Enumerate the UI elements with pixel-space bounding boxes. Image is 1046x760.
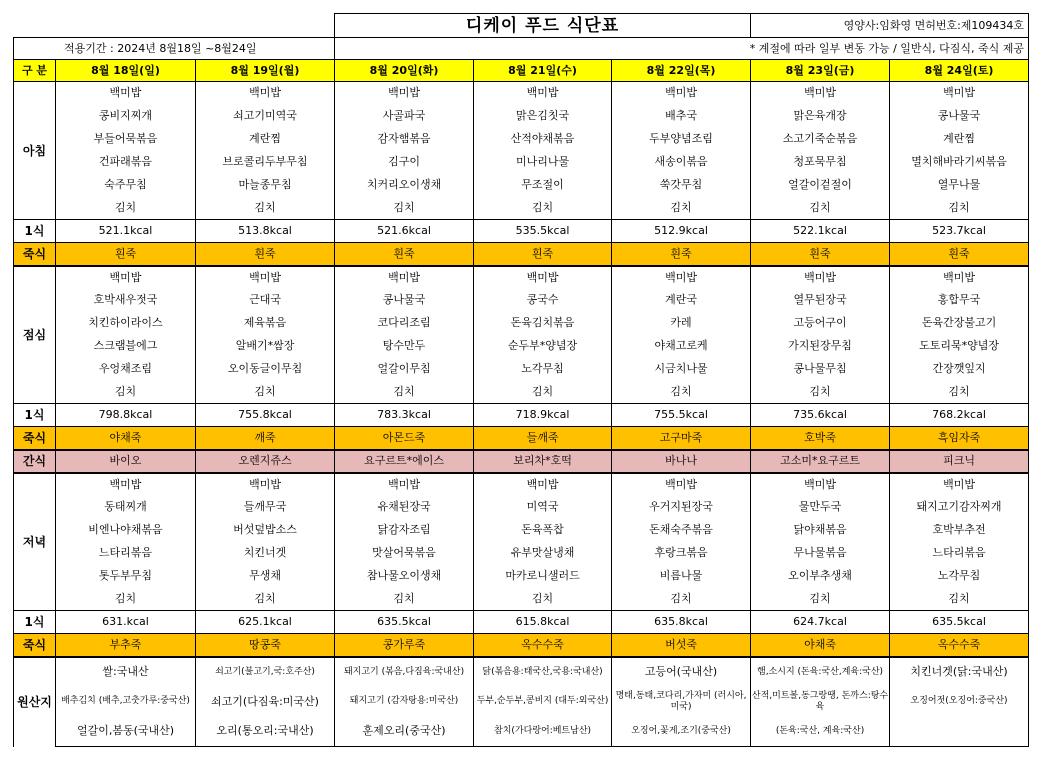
- menu-item: 청포묵무침: [751, 151, 890, 174]
- kcal-value: 768.2kcal: [890, 404, 1029, 427]
- category-header: 구 분: [14, 60, 56, 82]
- origin-item: 돼지고기 (볶음,다짐육:국내산): [335, 657, 474, 687]
- menu-item: 백미밥: [612, 266, 751, 289]
- lunch-menu-row: [14, 312, 1029, 335]
- menu-item: 콩나물국: [335, 289, 474, 312]
- menu-item: 김치: [196, 197, 335, 220]
- menu-item: 백미밥: [335, 473, 474, 496]
- menu-item: 알배기*쌈장: [196, 335, 335, 358]
- menu-item: 스크램블에그: [56, 335, 196, 358]
- menu-item: 멸치해바라기씨볶음: [890, 151, 1029, 174]
- menu-item: 백미밥: [196, 473, 335, 496]
- menu-item: 돈육간장불고기: [890, 312, 1029, 335]
- breakfast-menu-row: [14, 105, 1029, 128]
- menu-item: 톳두부무침: [56, 565, 196, 588]
- origin-item: (돈육:국산, 계육:국산): [751, 717, 890, 747]
- menu-item: 감자햄볶음: [335, 128, 474, 151]
- menu-item: 호박부추전: [890, 519, 1029, 542]
- page-title: 디케이 푸드 식단표: [335, 14, 751, 38]
- menu-item: 부들어묵볶음: [56, 128, 196, 151]
- menu-item: 맑은김칫국: [474, 105, 612, 128]
- menu-item: 탕수만두: [335, 335, 474, 358]
- menu-sheet: [13, 13, 1028, 747]
- menu-item: 가지된장무침: [751, 335, 890, 358]
- origin-item: 쌀:국내산: [56, 657, 196, 687]
- menu-item: 치커리오이생채: [335, 174, 474, 197]
- breakfast-porridge-row: [14, 243, 1029, 266]
- kcal-label: 1식: [14, 404, 56, 427]
- menu-item: 김치: [612, 588, 751, 611]
- kcal-value: 718.9kcal: [474, 404, 612, 427]
- menu-item: 동태찌개: [56, 496, 196, 519]
- kcal-value: 513.8kcal: [196, 220, 335, 243]
- menu-item: 제육볶음: [196, 312, 335, 335]
- dinner-menu-row: [14, 588, 1029, 611]
- kcal-value: 631.kcal: [56, 611, 196, 634]
- menu-item: 김구이: [335, 151, 474, 174]
- lunch-porridge-row: [14, 427, 1029, 450]
- menu-item: 백미밥: [751, 266, 890, 289]
- menu-item: 백미밥: [612, 82, 751, 105]
- menu-item: 유부맛살냉채: [474, 542, 612, 565]
- porridge-item: 깨죽: [196, 427, 335, 450]
- lunch-menu-row: [14, 335, 1029, 358]
- menu-item: 백미밥: [890, 473, 1029, 496]
- snack-item: 바나나: [612, 450, 751, 473]
- menu-item: 우거지된장국: [612, 496, 751, 519]
- kcal-value: 755.8kcal: [196, 404, 335, 427]
- kcal-value: 624.7kcal: [751, 611, 890, 634]
- menu-item: 콩비지찌개: [56, 105, 196, 128]
- menu-item: 새송이볶음: [612, 151, 751, 174]
- lunch-menu-row: [14, 266, 1029, 289]
- porridge-item: 옥수수죽: [474, 634, 612, 657]
- menu-item: 코다리조림: [335, 312, 474, 335]
- menu-item: 야채고로케: [612, 335, 751, 358]
- menu-item: 돈채숙주볶음: [612, 519, 751, 542]
- origin-item: 쇠고기(불고기,국:호주산): [196, 657, 335, 687]
- origin-item: [890, 717, 1029, 747]
- menu-item: 두부양념조림: [612, 128, 751, 151]
- origin-row: [14, 657, 1029, 687]
- porridge-item: 흰죽: [890, 243, 1029, 266]
- origin-item: 오징어,꽃게,조기(중국산): [612, 717, 751, 747]
- menu-item: 오이동글이무침: [196, 358, 335, 381]
- menu-item: 백미밥: [474, 266, 612, 289]
- snack-item: 오렌지쥬스: [196, 450, 335, 473]
- menu-item: 백미밥: [612, 473, 751, 496]
- snack-item: 보리차*호떡: [474, 450, 612, 473]
- porridge-item: 흰죽: [474, 243, 612, 266]
- dinner-menu-row: [14, 542, 1029, 565]
- menu-item: 소고기죽순볶음: [751, 128, 890, 151]
- menu-item: 콩나물국: [890, 105, 1029, 128]
- menu-item: 숙주무침: [56, 174, 196, 197]
- dinner-kcal-row: [14, 611, 1029, 634]
- menu-item: 백미밥: [56, 82, 196, 105]
- kcal-value: 521.6kcal: [335, 220, 474, 243]
- origin-item: 배추김치 (배추,고춧가루:중국산): [56, 687, 196, 717]
- menu-item: 배추국: [612, 105, 751, 128]
- porridge-item: 부추죽: [56, 634, 196, 657]
- menu-item: 콩국수: [474, 289, 612, 312]
- menu-item: 김치: [335, 197, 474, 220]
- menu-item: 마늘종무침: [196, 174, 335, 197]
- menu-item: 김치: [474, 197, 612, 220]
- lunch-label: 점심: [14, 266, 56, 404]
- menu-item: 김치: [751, 197, 890, 220]
- menu-item: 김치: [335, 588, 474, 611]
- menu-item: 김치: [612, 381, 751, 404]
- menu-item: 김치: [612, 197, 751, 220]
- snack-item: 바이오: [56, 450, 196, 473]
- menu-item: 브로콜리두부무침: [196, 151, 335, 174]
- porridge-item: 흑임자죽: [890, 427, 1029, 450]
- menu-item: 느타리볶음: [56, 542, 196, 565]
- menu-item: 백미밥: [335, 266, 474, 289]
- menu-item: 건파래볶음: [56, 151, 196, 174]
- day-header: 8월 20일(화): [335, 60, 474, 82]
- origin-item: 오징어젓(오징어:중국산): [890, 687, 1029, 717]
- origin-row: [14, 717, 1029, 747]
- breakfast-menu-row: [14, 82, 1029, 105]
- menu-item: 백미밥: [335, 82, 474, 105]
- porridge-item: 땅콩죽: [196, 634, 335, 657]
- porridge-item: 호박죽: [751, 427, 890, 450]
- origin-item: 돼지고기 (감자탕용:미국산): [335, 687, 474, 717]
- kcal-value: 512.9kcal: [612, 220, 751, 243]
- menu-item: 백미밥: [196, 266, 335, 289]
- menu-item: 김치: [474, 588, 612, 611]
- origin-label: 원산지: [14, 657, 56, 747]
- breakfast-menu-row: [14, 151, 1029, 174]
- menu-item: 백미밥: [196, 82, 335, 105]
- menu-item: 김치: [56, 197, 196, 220]
- menu-item: 김치: [335, 381, 474, 404]
- origin-item: 닭(볶음용:태국산,국용:국내산): [474, 657, 612, 687]
- menu-item: 백미밥: [56, 266, 196, 289]
- menu-item: 김치: [751, 588, 890, 611]
- menu-item: 참나물오이생채: [335, 565, 474, 588]
- menu-item: 버섯덮밥소스: [196, 519, 335, 542]
- menu-item: 맑은육개장: [751, 105, 890, 128]
- menu-item: 미역국: [474, 496, 612, 519]
- menu-item: 무나물볶음: [751, 542, 890, 565]
- menu-item: 쑥갓무침: [612, 174, 751, 197]
- porridge-item: 야채죽: [56, 427, 196, 450]
- menu-item: 맛살어묵볶음: [335, 542, 474, 565]
- menu-item: 홍합무국: [890, 289, 1029, 312]
- menu-item: 얼갈이무침: [335, 358, 474, 381]
- dinner-menu-row: [14, 519, 1029, 542]
- breakfast-label: 아침: [14, 82, 56, 220]
- day-header: 8월 18일(일): [56, 60, 196, 82]
- menu-item: 열무된장국: [751, 289, 890, 312]
- menu-item: 콩나물무침: [751, 358, 890, 381]
- menu-item: 들깨무국: [196, 496, 335, 519]
- breakfast-menu-row: [14, 174, 1029, 197]
- porridge-label: 죽식: [14, 243, 56, 266]
- menu-table: [13, 13, 1029, 747]
- menu-item: 카레: [612, 312, 751, 335]
- menu-item: 백미밥: [751, 82, 890, 105]
- menu-item: 치킨하이라이스: [56, 312, 196, 335]
- porridge-item: 버섯죽: [612, 634, 751, 657]
- kcal-value: 521.1kcal: [56, 220, 196, 243]
- kcal-value: 735.6kcal: [751, 404, 890, 427]
- kcal-label: 1식: [14, 611, 56, 634]
- menu-item: 도토리묵*양념장: [890, 335, 1029, 358]
- origin-item: 훈제오리(중국산): [335, 717, 474, 747]
- menu-item: 무조절이: [474, 174, 612, 197]
- menu-item: 백미밥: [474, 82, 612, 105]
- origin-row: [14, 687, 1029, 717]
- menu-item: 근대국: [196, 289, 335, 312]
- porridge-item: 들깨죽: [474, 427, 612, 450]
- porridge-item: 고구마죽: [612, 427, 751, 450]
- menu-item: 백미밥: [474, 473, 612, 496]
- menu-item: 김치: [890, 197, 1029, 220]
- porridge-item: 흰죽: [56, 243, 196, 266]
- menu-item: 닭감자조림: [335, 519, 474, 542]
- menu-item: 치킨너겟: [196, 542, 335, 565]
- day-header: 8월 19일(월): [196, 60, 335, 82]
- menu-item: 열무나물: [890, 174, 1029, 197]
- menu-item: 물만두국: [751, 496, 890, 519]
- dinner-menu-row: [14, 565, 1029, 588]
- menu-item: 돈육폭찹: [474, 519, 612, 542]
- menu-item: 순두부*양념장: [474, 335, 612, 358]
- menu-item: 백미밥: [751, 473, 890, 496]
- menu-item: 돼지고기감자찌개: [890, 496, 1029, 519]
- menu-item: 후랑크볶음: [612, 542, 751, 565]
- menu-item: 우엉채조림: [56, 358, 196, 381]
- menu-item: 유채된장국: [335, 496, 474, 519]
- breakfast-menu-row: [14, 197, 1029, 220]
- menu-item: 사골파국: [335, 105, 474, 128]
- day-header: 8월 21일(수): [474, 60, 612, 82]
- lunch-kcal-row: [14, 404, 1029, 427]
- origin-item: 두부,순두부,콩비지 (대두:외국산): [474, 687, 612, 717]
- kcal-value: 522.1kcal: [751, 220, 890, 243]
- breakfast-kcal-row: [14, 220, 1029, 243]
- menu-item: 간장깻잎지: [890, 358, 1029, 381]
- lunch-menu-row: [14, 358, 1029, 381]
- snack-row: [14, 450, 1029, 473]
- menu-item: 계란찜: [196, 128, 335, 151]
- origin-item: 오리(통오리:국내산): [196, 717, 335, 747]
- snack-item: 요구르트*에이스: [335, 450, 474, 473]
- menu-item: 호박새우젓국: [56, 289, 196, 312]
- menu-item: 느타리볶음: [890, 542, 1029, 565]
- breakfast-menu-row: [14, 128, 1029, 151]
- snack-label: 간식: [14, 450, 56, 473]
- menu-item: 얼갈이겉절이: [751, 174, 890, 197]
- porridge-item: 흰죽: [335, 243, 474, 266]
- kcal-value: 535.5kcal: [474, 220, 612, 243]
- menu-item: 비엔나야채볶음: [56, 519, 196, 542]
- porridge-item: 흰죽: [612, 243, 751, 266]
- menu-item: 닭야채볶음: [751, 519, 890, 542]
- menu-item: 고등어구이: [751, 312, 890, 335]
- notice-text: * 계절에 따라 일부 변동 가능 / 일반식, 다짐식, 죽식 제공: [335, 38, 1029, 60]
- snack-item: 고소미*요구르트: [751, 450, 890, 473]
- menu-item: 김치: [474, 381, 612, 404]
- origin-item: 치킨너겟(닭:국내산): [890, 657, 1029, 687]
- dinner-menu-row: [14, 473, 1029, 496]
- menu-item: 오이부추생채: [751, 565, 890, 588]
- kcal-value: 635.8kcal: [612, 611, 751, 634]
- lunch-menu-row: [14, 289, 1029, 312]
- menu-item: 노각무침: [474, 358, 612, 381]
- kcal-value: 615.8kcal: [474, 611, 612, 634]
- menu-item: 계란찜: [890, 128, 1029, 151]
- menu-item: 미나리나물: [474, 151, 612, 174]
- dinner-porridge-row: [14, 634, 1029, 657]
- menu-item: 노각무침: [890, 565, 1029, 588]
- day-header-row: [14, 60, 1029, 82]
- kcal-value: 625.1kcal: [196, 611, 335, 634]
- menu-item: 산적야채볶음: [474, 128, 612, 151]
- menu-item: 무생채: [196, 565, 335, 588]
- porridge-item: 야채죽: [751, 634, 890, 657]
- porridge-item: 옥수수죽: [890, 634, 1029, 657]
- menu-item: 백미밥: [890, 266, 1029, 289]
- menu-item: 백미밥: [56, 473, 196, 496]
- porridge-label: 죽식: [14, 634, 56, 657]
- kcal-label: 1식: [14, 220, 56, 243]
- dinner-menu-row: [14, 496, 1029, 519]
- day-header: 8월 24일(토): [890, 60, 1029, 82]
- kcal-value: 635.5kcal: [890, 611, 1029, 634]
- nutritionist-info: 영양사:임화영 면허번호:제109434호: [751, 14, 1029, 38]
- menu-item: 김치: [890, 381, 1029, 404]
- menu-item: 비름나물: [612, 565, 751, 588]
- menu-item: 김치: [196, 381, 335, 404]
- origin-item: 얼갈이,봄동(국내산): [56, 717, 196, 747]
- menu-item: 김치: [890, 588, 1029, 611]
- porridge-label: 죽식: [14, 427, 56, 450]
- menu-item: 돈육김치볶음: [474, 312, 612, 335]
- lunch-menu-row: [14, 381, 1029, 404]
- origin-item: 산적,미트볼,동그랑땡, 돈까스:탕수육: [751, 687, 890, 717]
- period-text: 적용기간 : 2024년 8월18일 ~8월24일: [14, 38, 335, 60]
- kcal-value: 523.7kcal: [890, 220, 1029, 243]
- porridge-item: 아몬드죽: [335, 427, 474, 450]
- day-header: 8월 23일(금): [751, 60, 890, 82]
- menu-item: 계란국: [612, 289, 751, 312]
- porridge-item: 흰죽: [751, 243, 890, 266]
- origin-item: 쇠고기(다짐육:미국산): [196, 687, 335, 717]
- day-header: 8월 22일(목): [612, 60, 751, 82]
- origin-item: 햄,소시지 (돈육:국산,계육:국산): [751, 657, 890, 687]
- menu-item: 쇠고기미역국: [196, 105, 335, 128]
- origin-item: 명태,동태,코다리,가자미 (러시아,미국): [612, 687, 751, 717]
- origin-item: 참치(가다랑어:베트남산): [474, 717, 612, 747]
- menu-item: 김치: [751, 381, 890, 404]
- snack-item: 피크닉: [890, 450, 1029, 473]
- menu-item: 김치: [56, 588, 196, 611]
- menu-item: 김치: [196, 588, 335, 611]
- kcal-value: 635.5kcal: [335, 611, 474, 634]
- porridge-item: 흰죽: [196, 243, 335, 266]
- porridge-item: 콩가루죽: [335, 634, 474, 657]
- menu-item: 마카로니샐러드: [474, 565, 612, 588]
- kcal-value: 798.8kcal: [56, 404, 196, 427]
- dinner-label: 저녁: [14, 473, 56, 611]
- menu-item: 시금치나물: [612, 358, 751, 381]
- origin-item: 고등어(국내산): [612, 657, 751, 687]
- kcal-value: 755.5kcal: [612, 404, 751, 427]
- menu-item: 김치: [56, 381, 196, 404]
- kcal-value: 783.3kcal: [335, 404, 474, 427]
- menu-item: 백미밥: [890, 82, 1029, 105]
